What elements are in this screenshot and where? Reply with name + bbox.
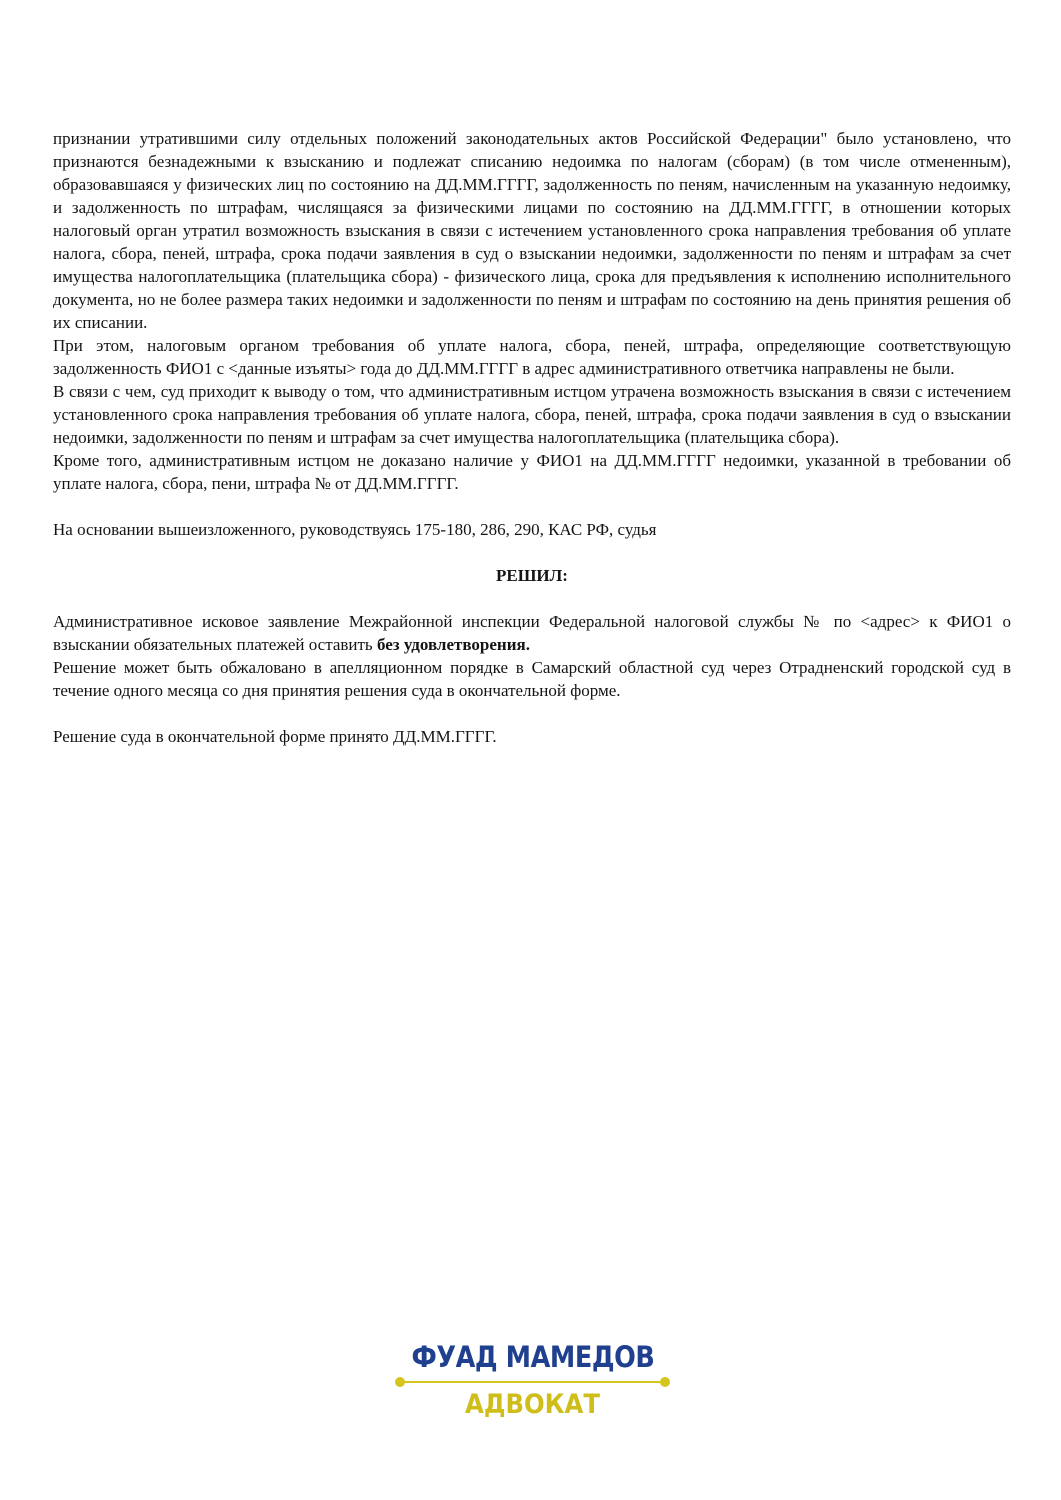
decision-text: Административное исковое заявление Межрайонной инспекции Федеральной налоговой службы № по <адрес> к ФИО1 о взыскании обязательных платежей оставить	[53, 612, 1011, 654]
logo-dot-right	[660, 1377, 670, 1387]
paragraph-conclusion: В связи с чем, суд приходит к выводу о том, что административным истцом утрачена возможность взыскания в связи с истечением установленного срока направления требования об уплате налога, сбора, пеней, штрафа, срока подачи заявления в суд о взыскании недоимки, задолженности по пеням и штрафам за счет имущества налогоплательщика (плательщика сбора).	[53, 382, 1011, 447]
decision-heading: РЕШИЛ:	[496, 566, 568, 585]
paragraph-decision	[53, 610, 1011, 656]
spacer	[53, 495, 1011, 518]
spacer	[53, 587, 1011, 610]
logo-title: АДВОКАТ	[465, 1389, 600, 1420]
spacer	[53, 541, 1011, 564]
paragraph-no-evidence: Кроме того, административным истцом не доказано наличие у ФИО1 на ДД.ММ.ГГГГ недоимки, указанной в требовании об уплате налога, сбора, пени, штрафа № от ДД.ММ.ГГГГ.	[53, 451, 1011, 493]
decision-bold-text: без удовлетворения.	[376, 635, 530, 654]
logo-divider	[395, 1376, 670, 1388]
document-body	[53, 127, 1011, 748]
paragraph-no-demands: При этом, налоговым органом требования об уплате налога, сбора, пеней, штрафа, определяющие соответствующую задолженность ФИО1 с <данные изъяты> года до ДД.ММ.ГГГГ в адрес административного ответчика направлены не были.	[53, 336, 1011, 378]
paragraph-appeal: Решение может быть обжаловано в апелляционном порядке в Самарский областной суд через Отрадненский городской суд в течение одного месяца со дня принятия решения суда в окончательной форме.	[53, 658, 1011, 700]
advocate-logo	[395, 1340, 670, 1432]
paragraph-basis: На основании вышеизложенного, руководствуясь 175-180, 286, 290, КАС РФ, судья	[53, 520, 657, 539]
logo-bar	[404, 1381, 661, 1383]
logo-name: ФУАД МАМЕДОВ	[411, 1340, 655, 1374]
paragraph-final-date: Решение суда в окончательной форме принято ДД.ММ.ГГГГ.	[53, 727, 497, 746]
spacer	[53, 702, 1011, 725]
paragraph-write-off-law: признании утратившими силу отдельных положений законодательных актов Российской Федерации" было установлено, что признаются безнадежными к взысканию и подлежат списанию недоимка по налогам (сборам) (в том числе отмененным), образовавшаяся у физических лиц по состоянию на ДД.ММ.ГГГГ, задолженность по пеням, начисленным на указанную недоимку, и задолженность по штрафам, числящаяся за физическими лицами по состоянию на ДД.ММ.ГГГГ, в отношении которых налоговый орган утратил возможность взыскания в связи с истечением установленного срока направления требования об уплате налога, сбора, пеней, штрафа, срока подачи заявления в суд о взыскании недоимки, задолженности по пеням и штрафам за счет имущества налогоплательщика (плательщика сбора) - физического лица, срока для предъявления к исполнению исполнительного документа, но не более размера таких недоимки и задолженности по пеням и штрафам по состоянию на день принятия решения об их списании.	[53, 129, 1011, 332]
